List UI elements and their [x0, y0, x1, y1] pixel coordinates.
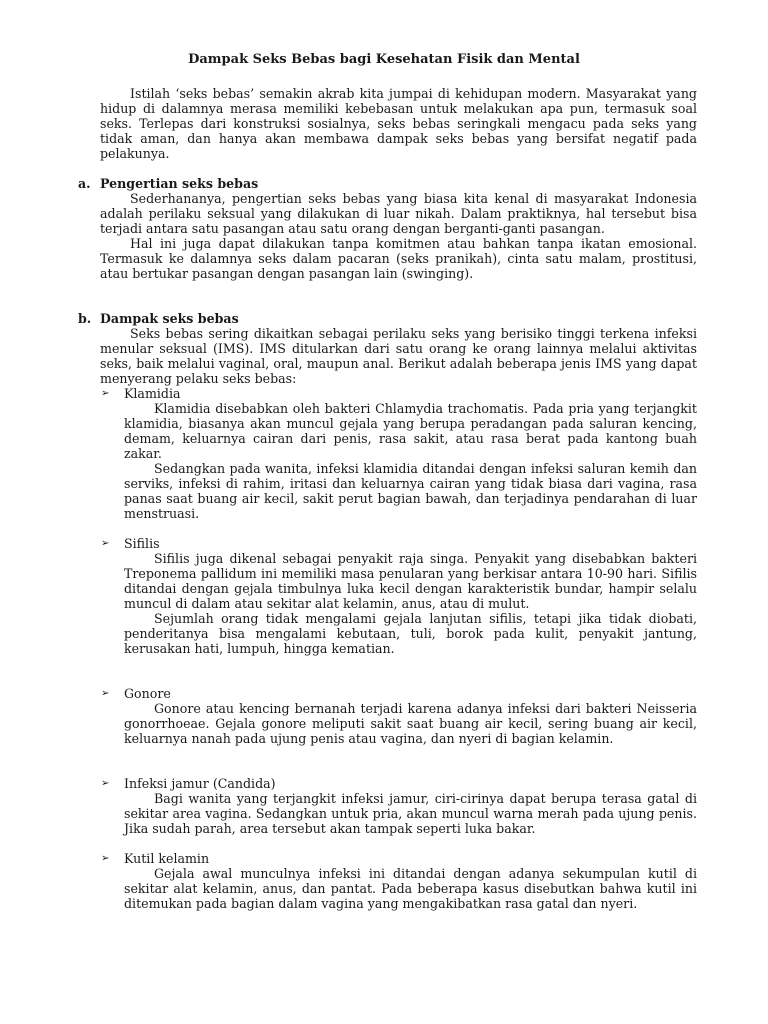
section-b-label: b. — [78, 311, 92, 326]
klamidia-paragraph-2: Sedangkan pada wanita, infeksi klamidia ditandai dengan infeksi saluran kemih dan serviks, infeksi di rahim, iritasi dan keluarnya cairan yang tidak biasa dari vagina, rasa panas saat buang air kecil, sakit perut bagian bawah, dan terjadinya pendarahan di luar menstruasi. — [124, 461, 697, 521]
kutil-kelamin-paragraph-1: Gejala awal munculnya infeksi ini ditandai dengan adanya sekumpulan kutil di sekitar alat kelamin, anus, dan pantat. Pada beberapa kasus disebutkan bahwa kutil ini ditemukan pada bagian dalam vagina yang mengakibatkan rasa gatal dan nyeri. — [124, 866, 697, 911]
item-title: Klamidia — [124, 386, 181, 401]
infeksi-jamur-body — [124, 791, 697, 836]
item-title: Infeksi jamur (Candida) — [124, 776, 276, 791]
list-item-gonore — [101, 686, 171, 701]
section-b-title: Dampak seks bebas — [100, 311, 239, 326]
klamidia-paragraph-1: Klamidia disebabkan oleh bakteri Chlamydia trachomatis. Pada pria yang terjangkit klamidia, biasanya akan muncul gejala yang berupa peradangan pada saluran kencing, demam, keluarnya cairan dari penis, rasa sakit, atau rasa berat pada kantong buah zakar. — [124, 401, 697, 461]
section-a-heading — [78, 176, 259, 191]
section-a-paragraph-1: Sederhananya, pengertian seks bebas yang biasa kita kenal di masyarakat Indonesia adalah perilaku seksual yang dilakukan di luar nikah. Dalam praktiknya, hal tersebut bisa terjadi antara satu pasangan atau satu orang dengan berganti-ganti pasangan. — [100, 191, 697, 236]
item-title: Gonore — [124, 686, 171, 701]
sifilis-paragraph-2: Sejumlah orang tidak mengalami gejala lanjutan sifilis, tetapi jika tidak diobati, penderitanya bisa mengalami kebutaan, tuli, borok pada kulit, penyakit jantung, kerusakan hati, lumpuh, hingga kematian. — [124, 611, 697, 656]
section-a-paragraph-2: Hal ini juga dapat dilakukan tanpa komitmen atau bahkan tanpa ikatan emosional. Termasuk ke dalamnya seks dalam pacaran (seks pranikah), cinta satu malam, prostitusi, atau bertukar pasangan dengan pasangan lain (swinging). — [100, 236, 697, 281]
klamidia-body — [124, 401, 697, 521]
section-b-body — [100, 326, 697, 386]
list-item-sifilis — [101, 536, 160, 551]
arrow-bullet-icon: ➢ — [101, 388, 110, 399]
arrow-bullet-icon: ➢ — [101, 538, 110, 549]
section-a-label: a. — [78, 176, 91, 191]
section-a-body — [100, 191, 697, 281]
section-b-heading — [78, 311, 239, 326]
document-title: Dampak Seks Bebas bagi Kesehatan Fisik dan Mental — [188, 52, 580, 67]
arrow-bullet-icon: ➢ — [101, 688, 110, 699]
list-item-klamidia — [101, 386, 181, 401]
gonore-body — [124, 701, 697, 746]
section-b-paragraph-1: Seks bebas sering dikaitkan sebagai perilaku seks yang berisiko tinggi terkena infeksi menular seksual (IMS). IMS ditularkan dari satu orang ke orang lainnya melalui aktivitas seks, baik melalui vaginal, oral, maupun anal. Berikut adalah beberapa jenis IMS yang dapat menyerang pelaku seks bebas: — [100, 326, 697, 386]
arrow-bullet-icon: ➢ — [101, 853, 110, 864]
gonore-paragraph-1: Gonore atau kencing bernanah terjadi karena adanya infeksi dari bakteri Neisseria gonorrhoeae. Gejala gonore meliputi sakit saat buang air kecil, sering buang air kecil, keluarnya nanah pada ujung penis atau vagina, dan nyeri di bagian kelamin. — [124, 701, 697, 746]
sifilis-body — [124, 551, 697, 656]
item-title: Kutil kelamin — [124, 851, 210, 866]
kutil-kelamin-body — [124, 866, 697, 911]
sifilis-paragraph-1: Sifilis juga dikenal sebagai penyakit raja singa. Penyakit yang disebabkan bakteri Treponema pallidum ini memiliki masa penularan yang berkisar antara 10-90 hari. Sifilis ditandai dengan gejala timbulnya luka kecil dengan karakteristik bundar, hampir selalu muncul di dalam atau sekitar alat kelamin, anus, atau di mulut. — [124, 551, 697, 611]
arrow-bullet-icon: ➢ — [101, 778, 110, 789]
item-title: Sifilis — [124, 536, 160, 551]
section-a-title: Pengertian seks bebas — [100, 176, 259, 191]
intro-section — [100, 86, 697, 161]
list-item-infeksi-jamur — [101, 776, 276, 791]
infeksi-jamur-paragraph-1: Bagi wanita yang terjangkit infeksi jamur, ciri-cirinya dapat berupa terasa gatal di sekitar area vagina. Sedangkan untuk pria, akan muncul warna merah pada ujung penis. Jika sudah parah, area tersebut akan tampak seperti luka bakar. — [124, 791, 697, 836]
intro-paragraph: Istilah ‘seks bebas’ semakin akrab kita jumpai di kehidupan modern. Masyarakat yang hidup di dalamnya merasa memiliki kebebasan untuk melakukan apa pun, termasuk soal seks. Terlepas dari konstruksi sosialnya, seks bebas seringkali mengacu pada seks yang tidak aman, dan hanya akan membawa dampak seks bebas yang bersifat negatif pada pelakunya. — [100, 86, 697, 161]
list-item-kutil-kelamin — [101, 851, 210, 866]
